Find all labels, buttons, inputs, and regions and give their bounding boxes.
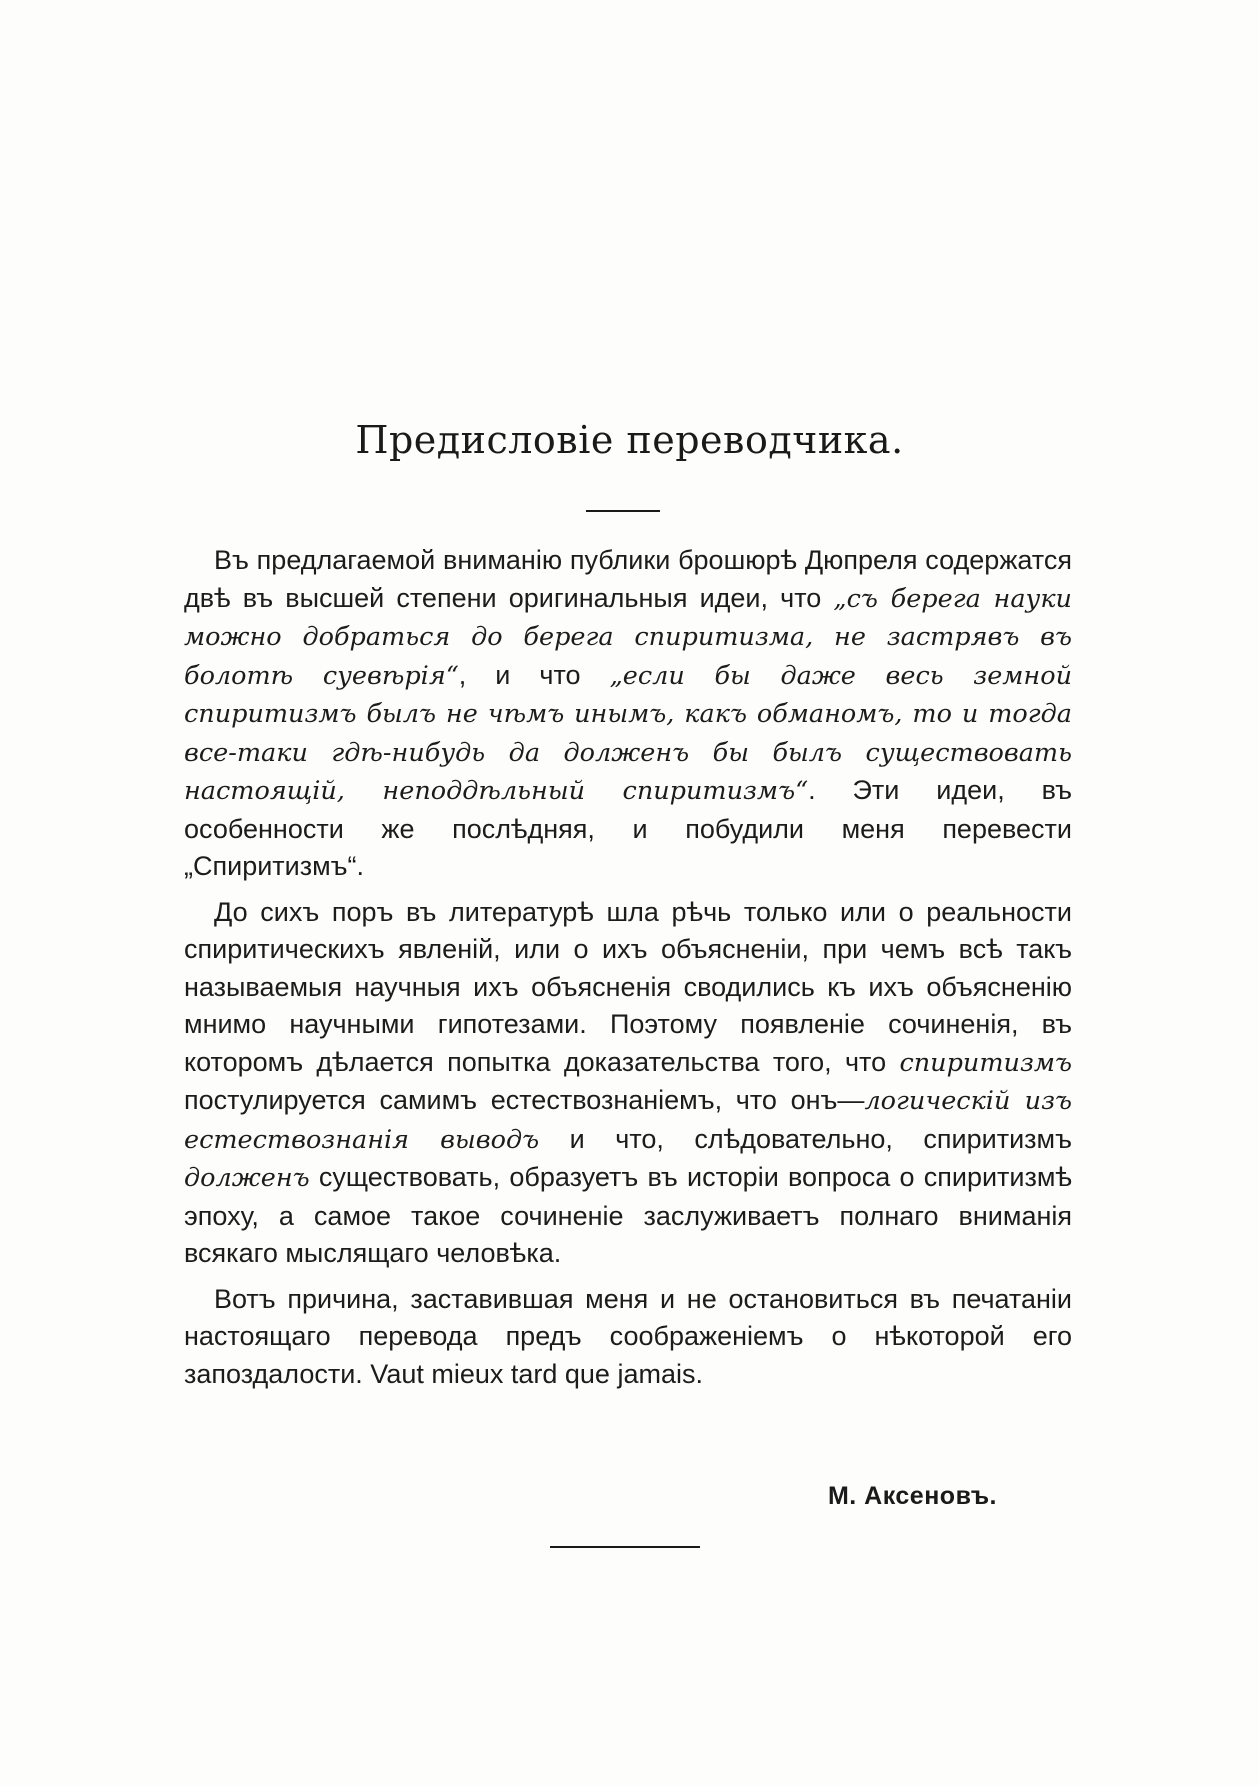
title-divider bbox=[586, 510, 660, 512]
emphasis-text: логическій изъ естествознанія выводъ bbox=[184, 1086, 1072, 1155]
emphasis-text: долженъ bbox=[184, 1163, 310, 1193]
text-run: Вотъ причина, заставившая меня и не остановиться въ печатаніи настоящаго перевода предъ соображеніемъ о нѣкоторой его запоздалости. Vaut mieux tard que jamais. bbox=[184, 1283, 1072, 1389]
paragraph-3 bbox=[184, 1281, 1072, 1394]
text-run: Въ предлагаемой вниманію публики брошюрѣ Дюпреля содержатся двѣ въ высшей степени оригинальныя идеи, что bbox=[184, 545, 1072, 613]
text-run: постулируется самимъ естествознаніемъ, что онъ— bbox=[184, 1085, 865, 1115]
emphasis-text: „съ берега науки можно добраться до берега спиритизма, не застрявъ въ болотѣ суевѣрія“ bbox=[184, 583, 1072, 691]
text-run: До сихъ поръ въ литературѣ шла рѣчь только или о реальности спиритическихъ явленій, или о ихъ объясненіи, при чемъ всѣ такъ называемыя научныя ихъ объясненія сводились къ ихъ объясненію мнимо научными гипотезами. Поэтому появленіе сочиненія, въ которомъ дѣлается попытка доказательства того, что bbox=[184, 896, 1072, 1077]
paragraph-2 bbox=[184, 894, 1072, 1273]
emphasis-text: „если бы даже весь земной спиритизмъ былъ не чѣмъ инымъ, какъ обманомъ, то и тогда все-таки гдѣ-нибудь да долженъ бы былъ существовать настоящій, неподдѣльный спиритизмъ“ bbox=[184, 660, 1072, 806]
text-run: существовать, образуетъ въ исторіи вопроса о спиритизмѣ эпоху, а самое такое сочиненіе заслуживаетъ полнаго вниманія всякаго мыслящаго человѣка. bbox=[184, 1162, 1072, 1268]
closing-divider bbox=[550, 1546, 700, 1548]
text-run: и что, слѣдовательно, спиритизмъ bbox=[539, 1123, 1072, 1154]
body-text bbox=[184, 542, 1072, 1401]
emphasis-text: спиритизмъ bbox=[899, 1047, 1072, 1078]
text-run: , и что bbox=[458, 659, 610, 690]
paragraph-1 bbox=[184, 542, 1072, 886]
page-title: Предисловіе переводчика. bbox=[355, 418, 904, 462]
signature: М. Аксеновъ. bbox=[827, 1482, 997, 1510]
text-run: . Эти идеи, въ особенности же послѣдняя, и побудили меня перевести „Спиритизмъ“. bbox=[184, 775, 1072, 881]
